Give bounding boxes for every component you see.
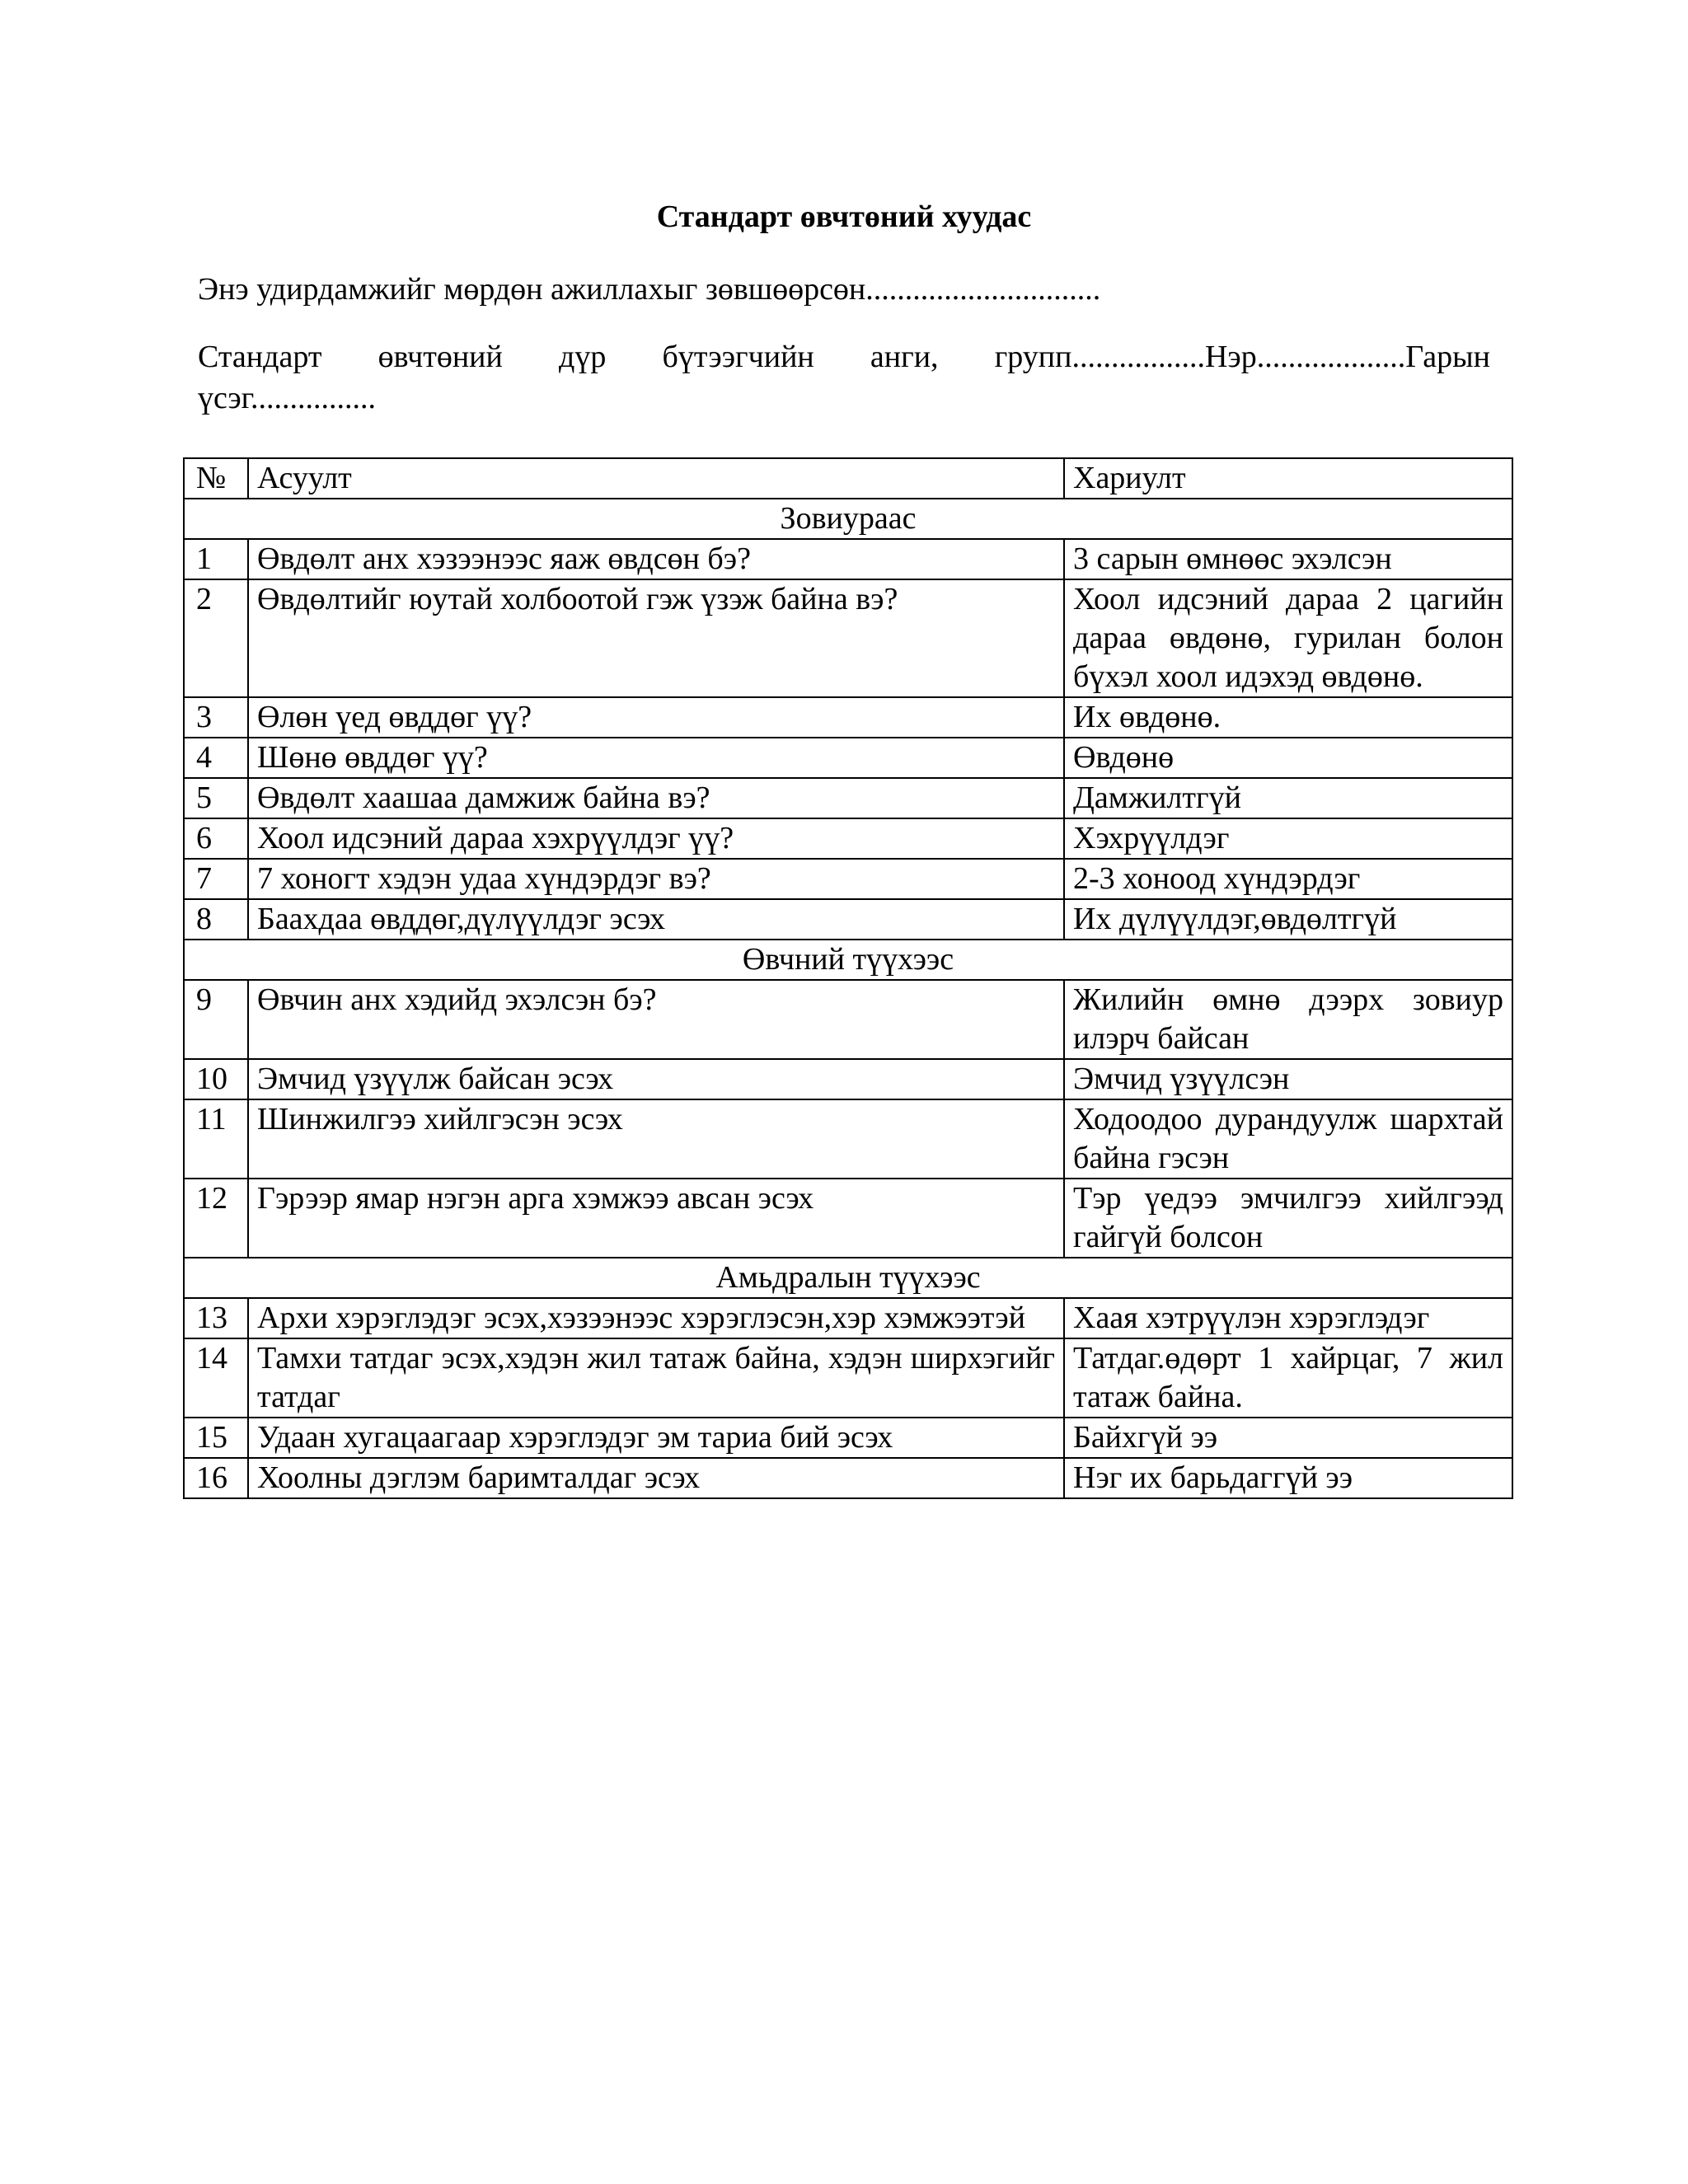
question-cell: Баахдаа өвддөг,дүлүүлдэг эсэх xyxy=(248,899,1064,940)
question-cell: Гэрээр ямар нэгэн арга хэмжээ авсан эсэх xyxy=(248,1179,1064,1258)
questionnaire-table xyxy=(183,457,1513,1499)
answer-cell: Хэхрүүлдэг xyxy=(1064,818,1512,859)
role-word: бүтээгчийн xyxy=(662,340,814,374)
question-cell: Эмчид үзүүлж байсан эсэх xyxy=(248,1059,1064,1099)
table-row xyxy=(184,697,1512,738)
table-row xyxy=(184,980,1512,1059)
table-row xyxy=(184,539,1512,579)
table-row xyxy=(184,818,1512,859)
question-cell: Хоол идсэний дараа хэхрүүлдэг үү? xyxy=(248,818,1064,859)
answer-cell: Хоол идсэний дараа 2 цагийн дараа өвдөнө, гурилан болон бүхэл хоол идэхэд өвдөнө. xyxy=(1064,579,1512,697)
question-cell: Шинжилгээ хийлгэсэн эсэх xyxy=(248,1099,1064,1179)
table-row xyxy=(184,1458,1512,1498)
consent-line: Энэ удирдамжийг мөрдөн ажиллахыг зөвшөөрсөн.............................. xyxy=(198,272,1101,307)
question-cell: Удаан хугацаагаар хэрэглэдэг эм тариа бий эсэх xyxy=(248,1418,1064,1458)
role-line xyxy=(198,336,1490,419)
row-number: 1 xyxy=(184,539,248,579)
row-number: 3 xyxy=(184,697,248,738)
answer-cell: Ходоодоо дурандуулж шархтай байна гэсэн xyxy=(1064,1099,1512,1179)
table-row xyxy=(184,899,1512,940)
answer-cell: Их өвдөнө. xyxy=(1064,697,1512,738)
question-cell: Архи хэрэглэдэг эсэх,хэзээнээс хэрэглэсэн,хэр хэмжээтэй xyxy=(248,1298,1064,1338)
answer-cell: Дамжилтгүй xyxy=(1064,778,1512,818)
section-row xyxy=(184,940,1512,980)
header-answer: Хариулт xyxy=(1064,458,1512,499)
row-number: 6 xyxy=(184,818,248,859)
answer-cell: Өвдөнө xyxy=(1064,738,1512,778)
role-word: Стандарт xyxy=(198,340,322,374)
header-num: № xyxy=(184,458,248,499)
answer-cell: Татдаг.өдөрт 1 хайрцаг, 7 жил татаж байна. xyxy=(1064,1338,1512,1418)
role-word: дүр xyxy=(559,340,607,374)
answer-cell: Байхгүй ээ xyxy=(1064,1418,1512,1458)
question-cell: 7 хоногт хэдэн удаа хүндэрдэг вэ? xyxy=(248,859,1064,899)
table-row xyxy=(184,1418,1512,1458)
answer-cell: Хаая хэтрүүлэн хэрэглэдэг xyxy=(1064,1298,1512,1338)
question-cell: Шөнө өвддөг үү? xyxy=(248,738,1064,778)
question-cell: Өвдөлтийг юутай холбоотой гэж үзэж байна вэ? xyxy=(248,579,1064,697)
table-row xyxy=(184,579,1512,697)
row-number: 4 xyxy=(184,738,248,778)
section-title: Өвчний түүхээс xyxy=(184,940,1512,980)
answer-cell: Жилийн өмнө дээрх зовиур илэрч байсан xyxy=(1064,980,1512,1059)
question-cell: Хоолны дэглэм баримталдаг эсэх xyxy=(248,1458,1064,1498)
row-number: 10 xyxy=(184,1059,248,1099)
row-number: 14 xyxy=(184,1338,248,1418)
page-title: Стандарт өвчтөний хуудас xyxy=(656,199,1032,234)
questionnaire-body xyxy=(184,458,1512,1498)
role-word: анги, xyxy=(870,340,939,374)
question-cell: Тамхи татдаг эсэх,хэдэн жил татаж байна, хэдэн ширхэгийг татдаг xyxy=(248,1338,1064,1418)
header-question: Асуулт xyxy=(248,458,1064,499)
section-title: Зовиураас xyxy=(184,499,1512,539)
table-row xyxy=(184,738,1512,778)
table-row xyxy=(184,1099,1512,1179)
answer-cell: 2-3 хоноод хүндэрдэг xyxy=(1064,859,1512,899)
answer-cell: Нэг их барьдаггүй ээ xyxy=(1064,1458,1512,1498)
table-row xyxy=(184,1179,1512,1258)
role-line-continuation: үсэг................ xyxy=(198,381,376,415)
question-cell: Өвчин анх хэдийд эхэлсэн бэ? xyxy=(248,980,1064,1059)
answer-cell: Эмчид үзүүлсэн xyxy=(1064,1059,1512,1099)
role-line-words xyxy=(198,336,1490,377)
header-row xyxy=(184,458,1512,499)
row-number: 8 xyxy=(184,899,248,940)
role-word: өвчтөний xyxy=(377,340,503,374)
table-row xyxy=(184,1338,1512,1418)
row-number: 16 xyxy=(184,1458,248,1498)
row-number: 15 xyxy=(184,1418,248,1458)
answer-cell: 3 сарын өмнөөс эхэлсэн xyxy=(1064,539,1512,579)
section-row xyxy=(184,499,1512,539)
section-title: Амьдралын түүхээс xyxy=(184,1258,1512,1298)
row-number: 11 xyxy=(184,1099,248,1179)
answer-cell: Их дүлүүлдэг,өвдөлтгүй xyxy=(1064,899,1512,940)
table-row xyxy=(184,1298,1512,1338)
table-row xyxy=(184,859,1512,899)
question-cell: Өлөн үед өвддөг үү? xyxy=(248,697,1064,738)
row-number: 7 xyxy=(184,859,248,899)
role-word: групп.................Нэр...................Гарын xyxy=(994,340,1490,374)
question-cell: Өвдөлт хаашаа дамжиж байна вэ? xyxy=(248,778,1064,818)
question-cell: Өвдөлт анх хэзээнээс яаж өвдсөн бэ? xyxy=(248,539,1064,579)
row-number: 5 xyxy=(184,778,248,818)
table-row xyxy=(184,778,1512,818)
table-row xyxy=(184,1059,1512,1099)
answer-cell: Тэр үедээ эмчилгээ хийлгээд гайгүй болсон xyxy=(1064,1179,1512,1258)
row-number: 2 xyxy=(184,579,248,697)
section-row xyxy=(184,1258,1512,1298)
row-number: 12 xyxy=(184,1179,248,1258)
row-number: 13 xyxy=(184,1298,248,1338)
row-number: 9 xyxy=(184,980,248,1059)
